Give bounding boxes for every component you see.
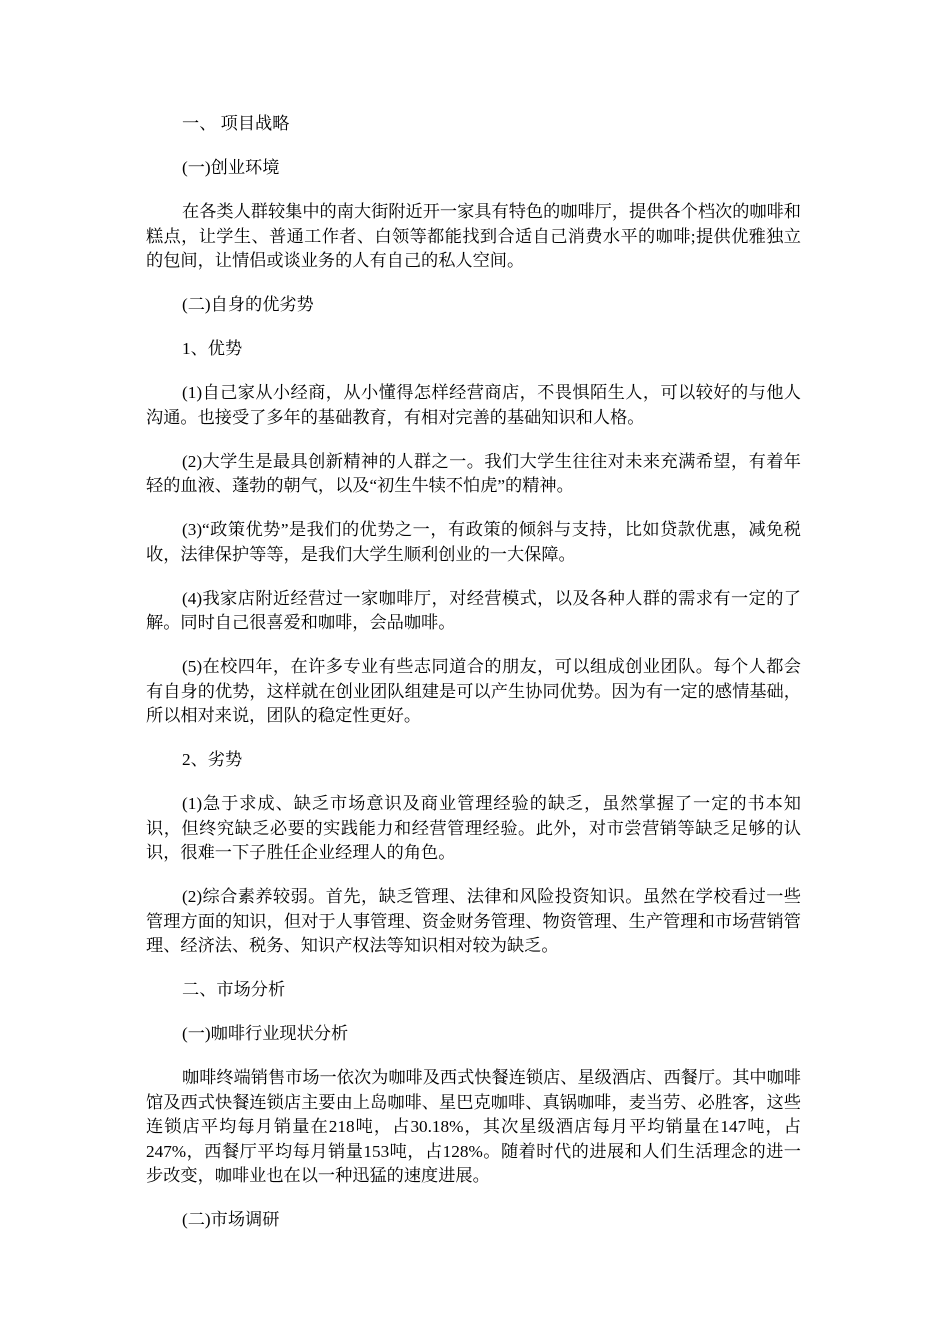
- body-paragraph: 在各类人群较集中的南大街附近开一家具有特色的咖啡厅，提供各个档次的咖啡和糕点，让学生、普通工作者、白领等都能找到合适自己消费水平的咖啡;提供优雅独立的包间，让情侣或谈业务的人有自己的私人空间。: [146, 202, 801, 270]
- body-paragraph: (1)急于求成、缺乏市场意识及商业管理经验的缺乏，虽然掌握了一定的书本知识，但终究缺乏必要的实践能力和经营管理经验。此外，对市尝营销等缺乏足够的认识，很难一下子胜任企业经理人的角色。: [146, 794, 801, 862]
- subsection-heading: (二)自身的优劣势: [182, 295, 314, 314]
- body-paragraph: (1)自己家从小经商，从小懂得怎样经营商店，不畏惧陌生人，可以较好的与他人沟通。也接受了多年的基础教育，有相对完善的基础知识和人格。: [146, 383, 801, 427]
- body-paragraph: (3)“政策优势”是我们的优势之一，有政策的倾斜与支持，比如贷款优惠，减免税收，法律保护等等，是我们大学生顺利创业的一大保障。: [146, 520, 801, 564]
- body-paragraph: (2)大学生是最具创新精神的人群之一。我们大学生往往对未来充满希望，有着年轻的血液、蓬勃的朝气，以及“初生牛犊不怕虎”的精神。: [146, 451, 801, 495]
- subsection-heading: (一)创业环境: [182, 158, 280, 177]
- body-paragraph: (4)我家店附近经营过一家咖啡厅，对经营模式，以及各种人群的需求有一定的了解。同时自己很喜爱和咖啡，会品咖啡。: [146, 588, 801, 632]
- subsection-heading: (二)市场调研: [182, 1210, 280, 1229]
- body-paragraph: 咖啡终端销售市场一依次为咖啡及西式快餐连锁店、星级酒店、西餐厅。其中咖啡馆及西式快餐连锁店主要由上岛咖啡、星巴克咖啡、真锅咖啡，麦当劳、必胜客，这些连锁店平均每月销量在218吨，占30.18%，其次星级酒店每月平均销量在147吨，占247%，西餐厅平均每月销量153吨，占128%。随着时代的进展和人们生活理念的进一步改变，咖啡业也在以一种迅猛的速度进展。: [146, 1068, 801, 1185]
- item-heading: 2、劣势: [182, 750, 243, 769]
- body-paragraph: (5)在校四年，在许多专业有些志同道合的朋友，可以组成创业团队。每个人都会有自身的优势，这样就在创业团队组建是可以产生协同优势。因为有一定的感情基础，所以相对来说，团队的稳定性更好。: [146, 657, 801, 725]
- item-heading: 1、优势: [182, 339, 243, 358]
- subsection-heading: (一)咖啡行业现状分析: [182, 1024, 349, 1043]
- document-body: [146, 112, 801, 1252]
- body-paragraph: (2)综合素养较弱。首先，缺乏管理、法律和风险投资知识。虽然在学校看过一些管理方面的知识，但对于人事管理、资金财务管理、物资管理、生产管理和市场营销管理、经济法、税务、知识产权法等知识相对较为缺乏。: [146, 887, 801, 955]
- section-heading: 一、 项目战略: [182, 114, 290, 133]
- section-heading: 二、市场分析: [182, 980, 286, 999]
